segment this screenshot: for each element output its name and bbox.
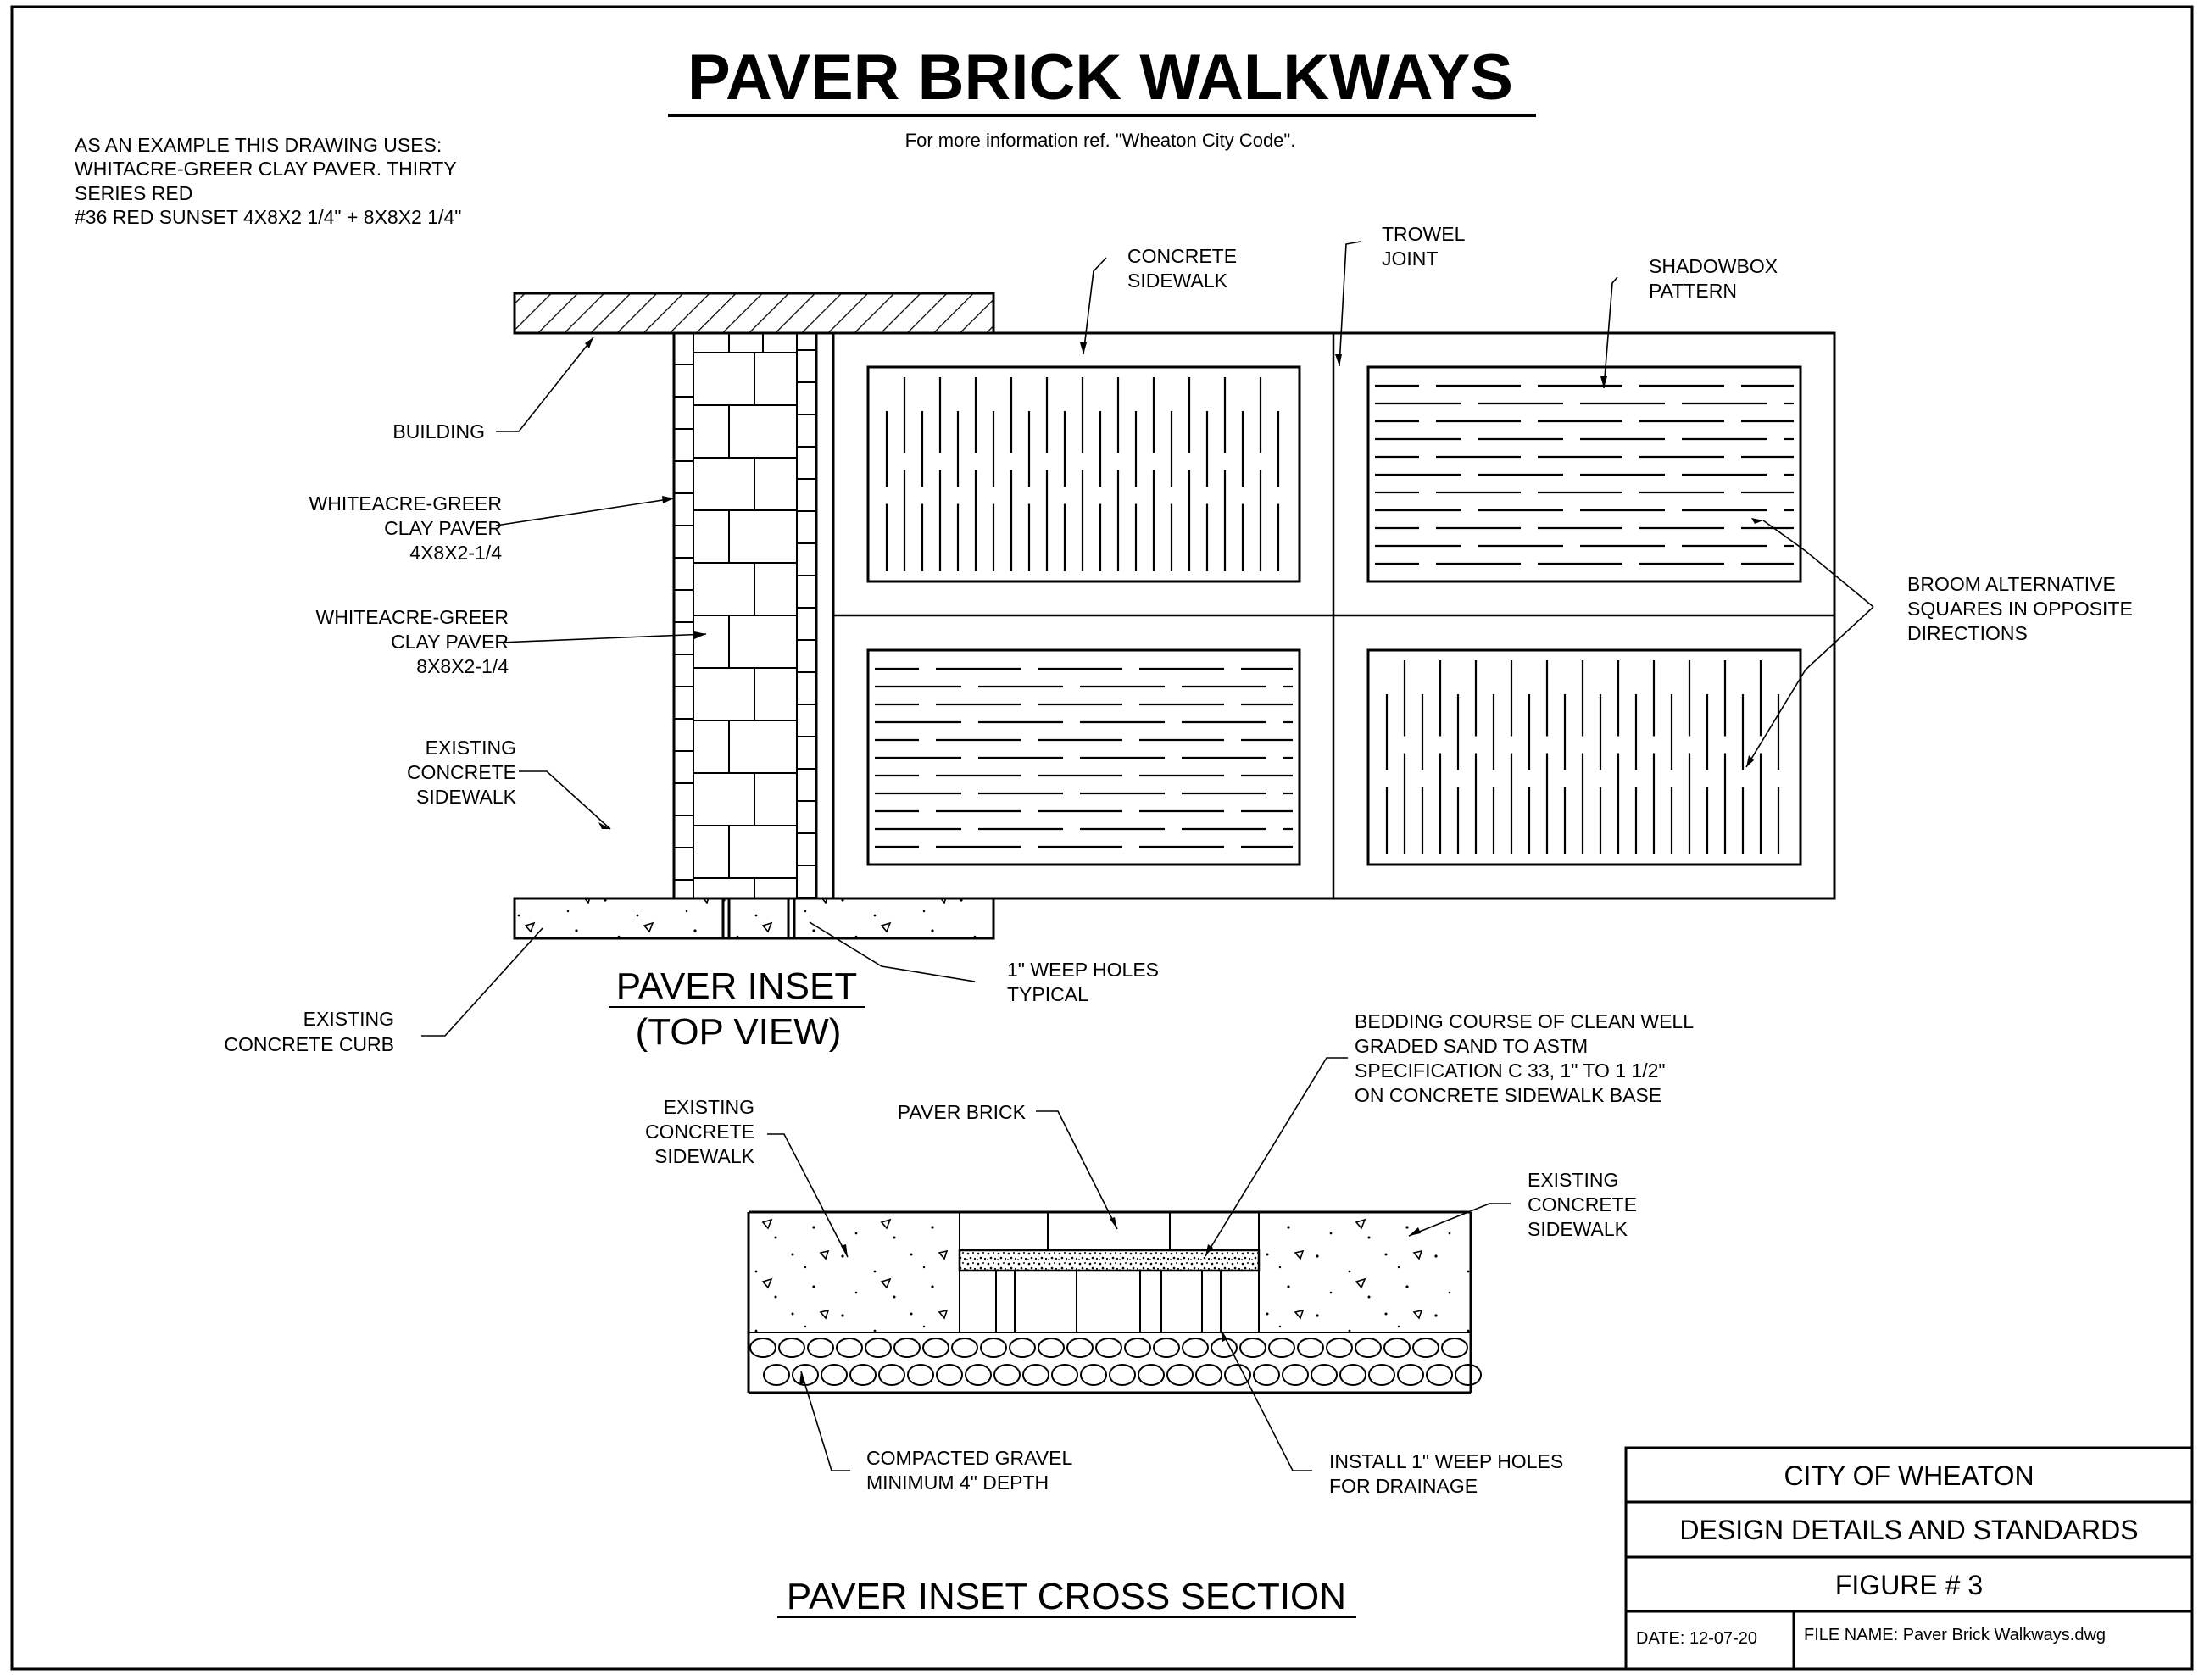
label-paver-8x8: CLAY PAVER [391,631,509,653]
label-paver-8x8: WHITEACRE-GREER [315,606,509,628]
label-concrete-sidewalk: CONCRETE [1127,245,1238,267]
label-weep-holes: TYPICAL [1007,983,1088,1005]
title-block-figure: FIGURE # 3 [1834,1570,1984,1600]
label-weep-holes: 1" WEEP HOLES [1007,959,1160,981]
concrete-curb [515,898,993,938]
label-paver-brick: PAVER BRICK [897,1101,1026,1123]
label-existing-curb: EXISTING [303,1008,394,1030]
cross-section [749,1212,1481,1393]
label-broom: SQUARES IN OPPOSITE [1907,598,2133,620]
label-paver-4x8: WHITEACRE-GREER [309,492,502,515]
label-bedding: BEDDING COURSE OF CLEAN WELL [1355,1010,1695,1032]
building-hatch [515,293,993,333]
label-shadowbox: PATTERN [1649,280,1737,302]
gravel-stone [1427,1365,1452,1385]
label-paver-4x8: CLAY PAVER [384,517,502,539]
gravel-stone [1067,1338,1093,1357]
gravel-stone [865,1338,891,1357]
label-existing-sidewalk-right: EXISTING [1528,1169,1619,1191]
label-paver-8x8: 8X8X2-1/4 [416,655,509,677]
label-bedding: GRADED SAND TO ASTM [1355,1035,1589,1057]
top-view-title: PAVER INSET [615,965,858,1007]
label-existing-curb: CONCRETE CURB [224,1033,394,1055]
label-existing-sidewalk: EXISTING [425,737,516,759]
gravel-stone [779,1338,804,1357]
example-note-line: #36 RED SUNSET 4X8X2 1/4" + 8X8X2 1/4" [75,206,462,228]
gravel-stone [1254,1365,1279,1385]
gravel-stone [1442,1338,1467,1357]
gravel-stone [1138,1365,1164,1385]
label-gravel: MINIMUM 4" DEPTH [866,1471,1049,1494]
gravel-stone [837,1338,862,1357]
gravel-stone [1398,1365,1423,1385]
label-weep-drainage: INSTALL 1" WEEP HOLES [1329,1450,1564,1472]
gravel-stone [1183,1338,1208,1357]
gravel-stone [966,1365,991,1385]
gravel-stone [1355,1338,1381,1357]
label-building: BUILDING [392,420,485,442]
label-shadowbox: SHADOWBOX [1649,255,1778,277]
gravel-stone [994,1365,1020,1385]
gravel-stone [821,1365,847,1385]
example-note [75,134,461,228]
label-existing-sidewalk-left: EXISTING [663,1096,754,1118]
gravel-stone [1052,1365,1077,1385]
gravel-stone [937,1365,962,1385]
gravel-stone [981,1338,1006,1357]
label-broom: BROOM ALTERNATIVE [1907,573,2116,595]
gravel-stone [793,1365,818,1385]
label-existing-sidewalk: CONCRETE [406,761,516,783]
top-view-subtitle: (TOP VIEW) [635,1011,842,1053]
cross-section-title: PAVER INSET CROSS SECTION [786,1576,1347,1617]
label-gravel: COMPACTED GRAVEL [866,1447,1073,1469]
gravel-stone [850,1365,876,1385]
gravel-stone [1010,1338,1035,1357]
gravel-stone [750,1338,776,1357]
example-note-line: SERIES RED [75,182,193,204]
label-paver-4x8: 4X8X2-1/4 [409,542,502,564]
gravel-stone [808,1338,833,1357]
gravel-stone [894,1338,920,1357]
gravel-stone [1196,1365,1222,1385]
gravel-stone [1327,1338,1352,1357]
label-bedding: SPECIFICATION C 33, 1" TO 1 1/2" [1355,1060,1666,1082]
gravel-stone [1413,1338,1439,1357]
gravel-stone [1081,1365,1106,1385]
gravel-stone [879,1365,904,1385]
gravel-stone [1154,1338,1179,1357]
drawing-subtitle: For more information ref. "Wheaton City Code". [904,130,1296,151]
label-concrete-sidewalk: SIDEWALK [1127,270,1228,292]
label-existing-sidewalk-left: SIDEWALK [654,1145,754,1167]
label-existing-sidewalk-left: CONCRETE [644,1121,754,1143]
gravel-stone [1298,1338,1323,1357]
gravel-stone [764,1365,789,1385]
example-note-line: WHITACRE-GREER CLAY PAVER. THIRTY [75,158,457,180]
label-trowel-joint: JOINT [1382,248,1439,270]
compacted-gravel [750,1338,1481,1385]
example-note-line: AS AN EXAMPLE THIS DRAWING USES: [75,134,442,156]
gravel-stone [908,1365,933,1385]
title-block-dept: DESIGN DETAILS AND STANDARDS [1679,1515,2139,1545]
bedding-sand [960,1250,1259,1271]
label-existing-sidewalk-right: SIDEWALK [1528,1218,1628,1240]
label-existing-sidewalk-right: CONCRETE [1528,1193,1638,1215]
title-block [1626,1448,2192,1669]
gravel-stone [1240,1338,1266,1357]
title-block-file-name: FILE NAME: Paver Brick Walkways.dwg [1804,1626,2107,1644]
gravel-stone [1311,1365,1337,1385]
gravel-stone [1023,1365,1049,1385]
gravel-stone [1369,1365,1394,1385]
gravel-stone [1167,1365,1193,1385]
gravel-stone [1096,1338,1121,1357]
gravel-stone [1225,1365,1250,1385]
drawing-title: PAVER BRICK WALKWAYS [687,42,1514,114]
gravel-stone [923,1338,949,1357]
gravel-stone [1125,1338,1150,1357]
label-trowel-joint: TROWEL [1382,223,1466,245]
label-existing-sidewalk: SIDEWALK [415,786,516,808]
title-block-date: DATE: 12-07-20 [1636,1629,1758,1648]
label-broom: DIRECTIONS [1907,622,2028,644]
label-weep-drainage: FOR DRAINAGE [1329,1475,1478,1497]
gravel-stone [1110,1365,1135,1385]
gravel-stone [1384,1338,1410,1357]
title-block-org: CITY OF WHEATON [1784,1460,2034,1491]
gravel-stone [952,1338,977,1357]
gravel-stone [1269,1338,1294,1357]
top-view [515,293,1834,938]
gravel-stone [1340,1365,1366,1385]
label-bedding: ON CONCRETE SIDEWALK BASE [1355,1084,1662,1106]
gravel-stone [1455,1365,1481,1385]
gravel-stone [1038,1338,1064,1357]
gravel-stone [1283,1365,1308,1385]
